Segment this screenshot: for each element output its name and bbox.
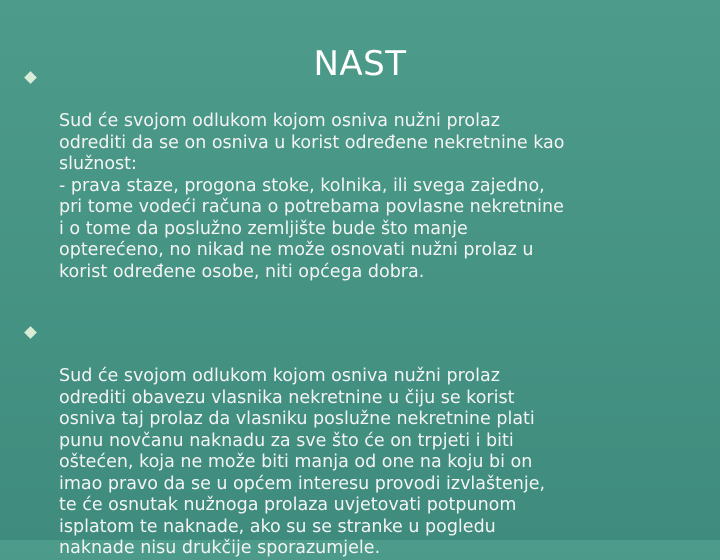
- diamond-bullet-icon: [24, 326, 37, 339]
- slide-title: NAST: [313, 44, 407, 84]
- bullet-text: Sud će svojom odlukom kojom osniva nužni prolaz odrediti obavezu vlasnika nekretnine u čiju se korist osniva taj prolaz da vlasniku poslužne nekretnine plati punu novčanu naknadu za sve što će on trpjeti i biti oštećen, koja ne može biti manja od one na koju bi on imao pravo da se u općem interesu provodi izvlaštenje, te će osnutak nužnoga prolaza uvjetovati potpunom isplatom te naknade, ako su se stranke u pogledu naknade nisu drukčije sporazumjele.: [59, 366, 546, 558]
- bullet-text: Sud će svojom odlukom kojom osniva nužni prolaz odrediti da se on osniva u korist određene nekretnine kao služnost: - prava staze, progona stoke, kolnika, ili svega zajedno, pri tome vodeći računa o potrebama povlasne nekretnine i o tome da poslužno zemljište bude što manje opterećeno, no nikad ne može osnovati nužni prolaz u korist određene osobe, niti općega dobra.: [59, 111, 565, 282]
- bullet-item: [0, 323, 720, 560]
- bullet-list: [0, 68, 720, 560]
- bullet-item: [0, 68, 720, 283]
